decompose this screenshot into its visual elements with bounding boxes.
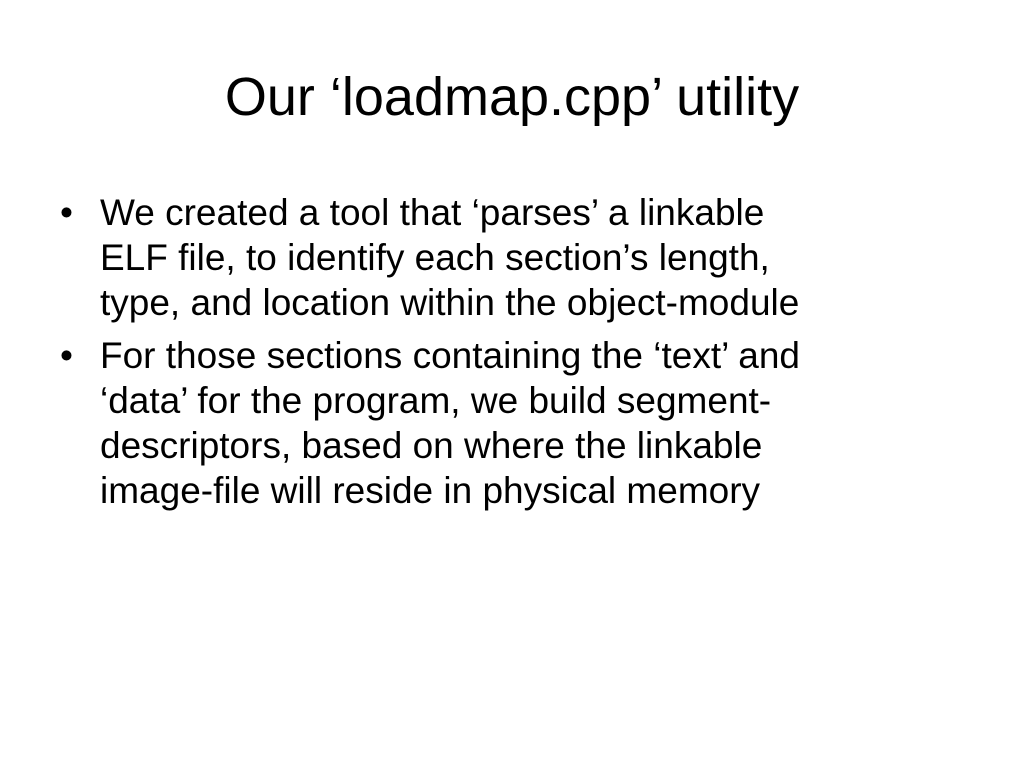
bullet-dot-icon: • [60, 192, 73, 233]
bullet-text-line: ELF file, to identify each section’s length, [100, 237, 770, 278]
bullet-text-line: image-file will reside in physical memory [100, 470, 761, 511]
bullet-text-line: ‘data’ for the program, we build segment- [100, 380, 772, 421]
bullet-text-line: type, and location within the object-module [100, 282, 800, 323]
bullet-item [60, 190, 980, 325]
bullet-text-line: We created a tool that ‘parses’ a linkable [100, 192, 765, 233]
bullet-text-line: For those sections containing the ‘text’ and [100, 335, 800, 376]
bullet-text-line: descriptors, based on where the linkable [100, 425, 763, 466]
bullet-dot-icon: • [60, 335, 73, 376]
slide-title: Our ‘loadmap.cpp’ utility [224, 67, 800, 127]
bullet-item [60, 333, 980, 513]
bullet-list [60, 190, 980, 521]
